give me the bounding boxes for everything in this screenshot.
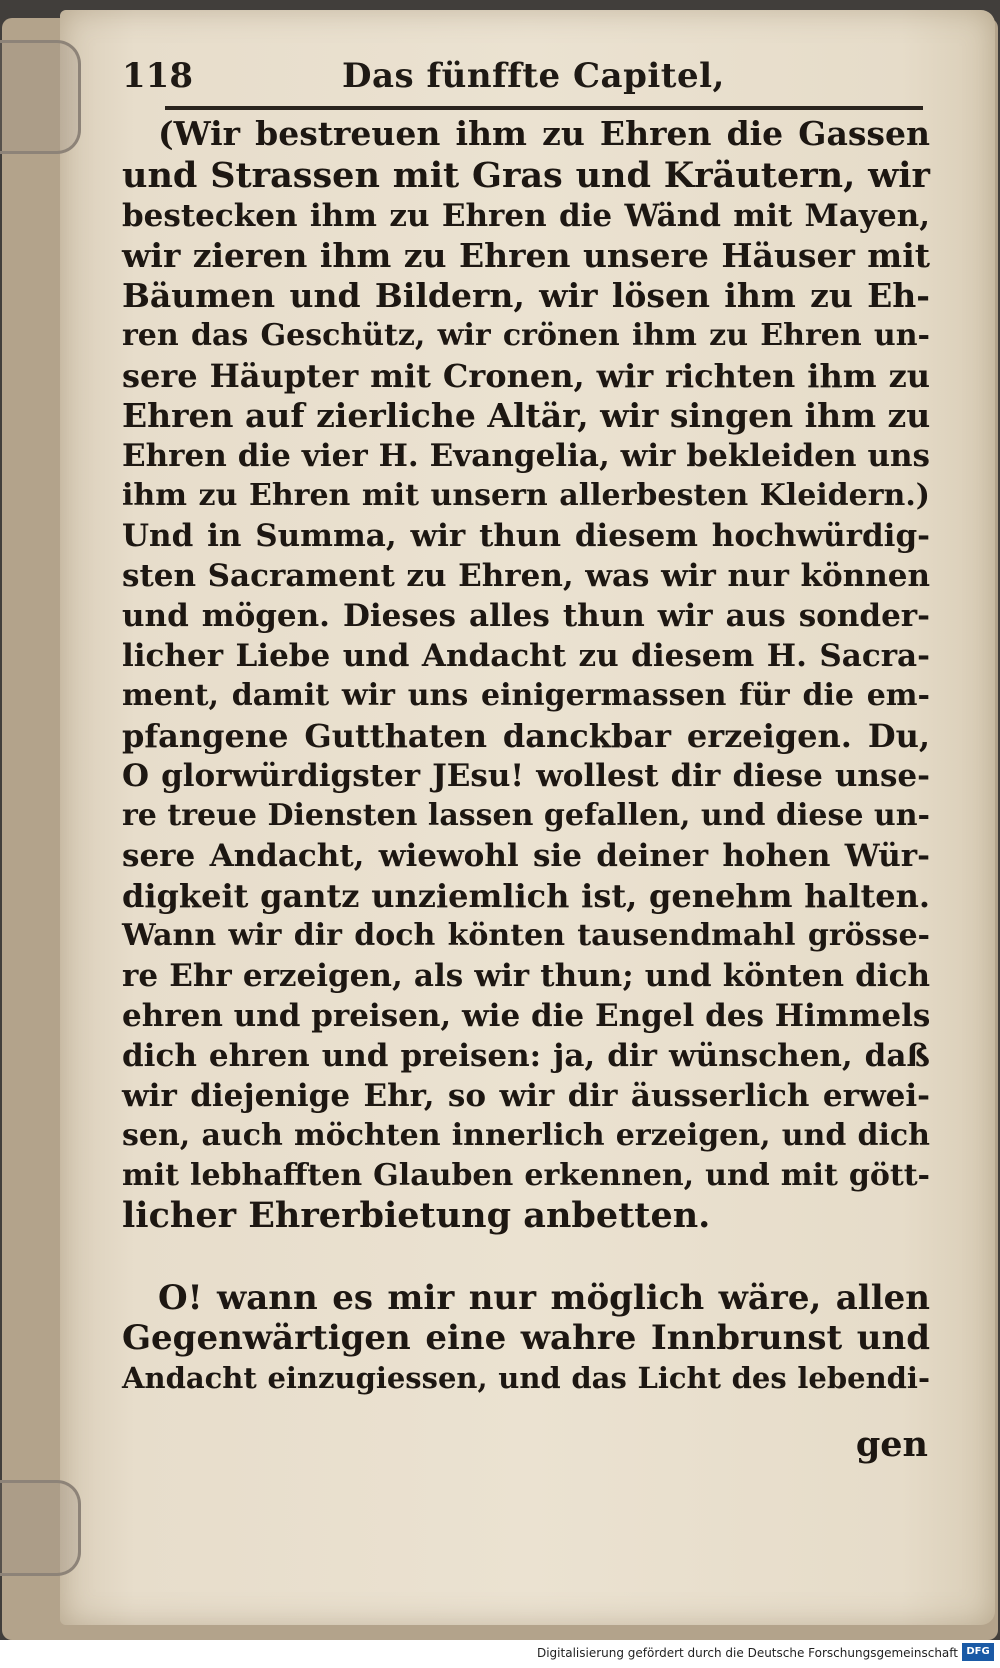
text-line: re treue Diensten lassen gefallen, und diese un-	[122, 798, 930, 833]
text-line: ihm zu Ehren mit unsern allerbesten Kleidern.)	[122, 478, 930, 513]
text-line: O! wann es mir nur möglich wäre, allen	[158, 1278, 930, 1318]
text-line: sten Sacrament zu Ehren, was wir nur können	[122, 558, 930, 594]
text-line: wir zieren ihm zu Ehren unsere Häuser mit	[122, 236, 930, 275]
text-line: und Strassen mit Gras und Kräutern, wir	[122, 155, 930, 196]
funding-credit: Digitalisierung gefördert durch die Deutsche Forschungsgemeinschaft	[536, 1646, 958, 1660]
text-line: ren das Geschütz, wir crönen ihm zu Ehren un-	[122, 318, 930, 353]
text-line: O glorwürdigster JEsu! wollest dir diese unse-	[122, 758, 930, 794]
text-line: sen, auch möchten innerlich erzeigen, und dich	[122, 1118, 930, 1153]
text-line: dich ehren und preisen: ja, dir wünschen, daß	[122, 1038, 930, 1074]
text-line: Bäumen und Bildern, wir lösen ihm zu Eh-	[122, 276, 930, 315]
text-line: und mögen. Dieses alles thun wir aus sonder-	[122, 598, 930, 634]
text-line: sere Andacht, wiewohl sie deiner hohen Wür-	[122, 838, 930, 874]
text-line: Und in Summa, wir thun diesem hochwürdig-	[122, 518, 930, 554]
text-line: mit lebhafften Glauben erkennen, und mit gött-	[122, 1158, 930, 1193]
text-line: licher Liebe und Andacht zu diesem H. Sacra-	[122, 638, 930, 674]
catchword: gen	[855, 1424, 928, 1465]
text-line: Ehren die vier H. Evangelia, wir bekleiden uns	[122, 438, 930, 474]
page-number: 118	[122, 56, 193, 96]
text-line: Gegenwärtigen eine wahre Innbrunst und	[122, 1318, 930, 1358]
running-head: Das fünffte Capitel,	[342, 56, 725, 96]
text-line: ment, damit wir uns einigermassen für die em-	[122, 678, 930, 713]
text-line: digkeit gantz unziemlich ist, genehm halten.	[122, 877, 930, 915]
text-line: sere Häupter mit Cronen, wir richten ihm zu	[122, 357, 930, 395]
text-line: pfangene Gutthaten danckbar erzeigen. Du,	[122, 717, 930, 755]
text-line: Ehren auf zierliche Altär, wir singen ihm zu	[122, 396, 931, 435]
dfg-logo-badge: DFG	[962, 1643, 994, 1661]
text-line: ehren und preisen, wie die Engel des Himmels	[122, 998, 931, 1034]
text-line: Andacht einzugiessen, und das Licht des lebendi-	[122, 1361, 930, 1395]
footer-bar	[0, 1640, 1000, 1668]
text-line: licher Ehrerbietung anbetten.	[122, 1195, 711, 1236]
text-line: Wann wir dir doch könten tausendmahl grösse-	[122, 918, 930, 953]
text-line: (Wir bestreuen ihm zu Ehren die Gassen	[158, 114, 930, 153]
text-line: re Ehr erzeigen, als wir thun; und könten dich	[122, 958, 930, 994]
text-line: bestecken ihm zu Ehren die Wänd mit Mayen,	[122, 198, 930, 234]
text-line: wir diejenige Ehr, so wir dir äusserlich erwei-	[122, 1078, 930, 1114]
